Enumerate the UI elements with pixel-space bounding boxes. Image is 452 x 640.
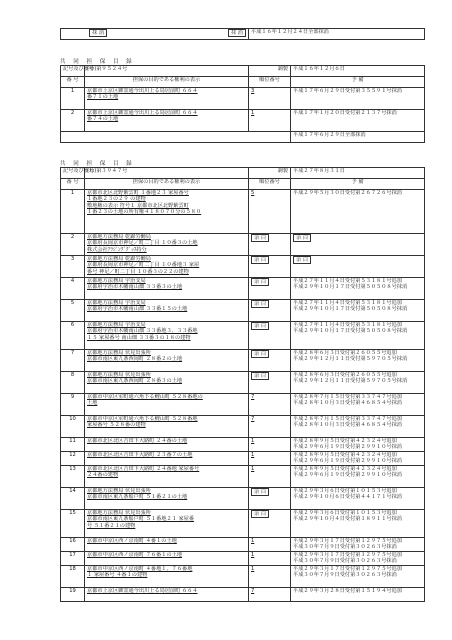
- row-desc-line: 株式会社ｱﾗｼﾞﾝｸﾞｸﾞｯｽ持分: [87, 246, 147, 253]
- row-no: 1: [61, 88, 85, 110]
- row-desc: [85, 372, 249, 394]
- table-row: [61, 278, 425, 300]
- table-row: [61, 300, 425, 322]
- row-desc-line: 京都市中京区室町通六角下る鯉山町 ５２８番地: [87, 416, 198, 422]
- row-desc-line: １５ 家屋番号 南山畑 ３３番３の１８の建物: [87, 334, 191, 341]
- row-pre-line: 平成２９年６月１９日受付第２９９１０号抹消: [293, 444, 402, 451]
- cancel-box-mid: 抹 消: [228, 29, 246, 37]
- row-pre-line: 平成２９年１２月１１日受付第５９７０５号抹消: [293, 356, 408, 363]
- row-pre: 平成１７年６月２９日受付第３５５９１号抹消: [291, 88, 425, 110]
- row-pre: [291, 256, 425, 278]
- row-rank: [249, 552, 291, 566]
- row-no: 17: [61, 552, 85, 566]
- row-pre-line: [293, 234, 422, 242]
- row-desc: 京都市上京区御霊通今出川上る鳥居前町 ６６４ 番７１の土地: [85, 88, 249, 110]
- table-row: [61, 510, 425, 538]
- row-rank-value: 余 白: [251, 322, 269, 330]
- row-desc-line: 京都市北区北野紫雲町 １番地２３ 家屋番号: [87, 190, 189, 196]
- row-pre-line: 平成２８年７月１５日受付第３３７４７号追加: [293, 394, 402, 400]
- row-desc: [85, 394, 249, 416]
- row-pre-line: 平成３０年７月９日受付第３０２６３号抹消: [293, 558, 397, 565]
- s2-symbol-label: 記号及び番号: [61, 168, 85, 179]
- row-no: 2: [61, 234, 85, 256]
- table-row: [61, 350, 425, 372]
- row-pre-line: 平成２８年９月５日受付第４２３２４号追加: [293, 466, 397, 472]
- row-pre: [291, 488, 425, 510]
- row-desc-line: 京都市南区東九条船戸町 ５１番地２１ 家屋番: [87, 516, 195, 523]
- table-row: [61, 538, 425, 552]
- row-desc-line: 京都市中京区西ノ京南町 ７６番１の土地: [87, 552, 183, 558]
- row-rank-value: 余 白: [251, 350, 269, 358]
- row-desc-line: 号 ５１番２１の建物: [87, 522, 136, 529]
- row-no: 11: [61, 438, 85, 452]
- row-pre-line: 平成２９年３月１７日受付第１２９７５号追加: [293, 552, 402, 558]
- row-desc: 京都市上京区御霊通今出川上る鳥居前町 ６６４ 番７４の土地: [85, 110, 249, 132]
- row-pre-line: 平成２９年１０月４日受付第１８９１１号抹消: [293, 516, 402, 523]
- row-no: 14: [61, 488, 85, 510]
- row-desc-line: 京都府長岡京市神足／町二丁目 １０番３の土地: [87, 240, 198, 247]
- row-desc-line: 京都地方法務局 伏見出張所: [87, 510, 151, 516]
- row-no: 2: [61, 110, 85, 132]
- row-pre-line: 平成２９年３月１７日受付第１２９７５号追加: [293, 538, 402, 544]
- row-desc-line: 京都府宇治市木幡南山畑 ３３番１５の土地: [87, 306, 188, 313]
- row-rank-value: 5: [251, 190, 255, 196]
- row-desc: [85, 466, 249, 488]
- row-rank-value: 7: [251, 588, 255, 594]
- row-rank: [249, 538, 291, 552]
- s2-adj-label: 調製: [249, 168, 291, 179]
- row-pre-line: 平成２９年１０月１７日受付第５０５０８号抹消: [293, 284, 408, 291]
- top-strip: [60, 28, 425, 40]
- s1-footer: 平成１７年６月２９日全部抹消: [291, 132, 425, 143]
- row-no: 5: [61, 300, 85, 322]
- row-pre-line: 平成２８年１０月３日受付第４６８５４号抹消: [293, 422, 402, 429]
- row-desc-line: 京都市北区北区吉田下大路町 ２４番地 家屋番号: [87, 466, 200, 472]
- table-row: [61, 566, 425, 588]
- row-desc: [85, 234, 249, 256]
- row-desc: [85, 350, 249, 372]
- row-pre-line: [293, 256, 422, 264]
- row-rank: [249, 438, 291, 452]
- row-rank-value: 1: [251, 552, 255, 558]
- row-desc: [85, 278, 249, 300]
- row-desc-line: 京都府長岡京市神足／町二丁目 １０番地３ 家屋: [87, 262, 200, 269]
- row-pre: [291, 466, 425, 488]
- s1-col-desc: 担保の目的である権利の表示: [85, 77, 249, 88]
- section2-table: [60, 167, 425, 602]
- row-rank: [249, 452, 291, 466]
- row-desc-line: １番地２３の２９ の建物: [87, 196, 146, 203]
- section1-table: [60, 65, 425, 143]
- row-rank-value: 1: [251, 538, 255, 544]
- table-row: [61, 488, 425, 510]
- table-row: [61, 190, 425, 234]
- row-rank-value: 余 白: [251, 234, 269, 242]
- table-row: [61, 110, 425, 132]
- row-desc-line: 京都地方法務局 乾錦労働局: [87, 234, 151, 240]
- table-row: [61, 416, 425, 438]
- row-desc-line: 京都市南区東九条西岡町 ２８番３の土地: [87, 378, 183, 385]
- row-desc-line: 京都市中京区西ノ京南町 ４番地１、７６番地: [87, 566, 193, 572]
- row-desc-line: 京都地方法務局 伏見出張所: [87, 350, 151, 356]
- row-pre-line: 平成２７年１１月４日受付第５３１８１号追加: [293, 322, 402, 328]
- row-rank-value: 7: [251, 416, 255, 422]
- row-rank: 1: [249, 110, 291, 132]
- row-pre: [291, 372, 425, 394]
- table-row: [61, 256, 425, 278]
- row-desc-line: 京都府宇治市木幡南山畑 ３３番３の土地: [87, 284, 183, 291]
- row-desc-line: 京都府宇治市木幡南山畑 ３３番地３、３３番地: [87, 328, 198, 335]
- s1-adj-label: 調製: [249, 66, 291, 77]
- row-pre-line: 平成２９年５月３０日受付第２６７２６号抹消: [293, 190, 402, 196]
- row-rank-value: 余 白: [251, 278, 269, 286]
- row-rank: [249, 256, 291, 278]
- row-rank-value: 余 白: [251, 256, 269, 264]
- row-rank: [249, 350, 291, 372]
- row-pre-line: 平成２９年１０月１７日受付第５０５０８号抹消: [293, 328, 408, 335]
- table-row: [61, 322, 425, 350]
- row-no: 10: [61, 416, 85, 438]
- row-no: 12: [61, 452, 85, 466]
- table-row: [61, 394, 425, 416]
- row-desc-line: ２４番の建物: [87, 472, 119, 479]
- s2-symbol-value: (ね)第３９４７号: [85, 168, 249, 179]
- row-rank: [249, 510, 291, 538]
- blank-box: 余 白: [293, 234, 311, 242]
- row-pre: [291, 394, 425, 416]
- row-pre: [291, 452, 425, 466]
- row-desc: [85, 552, 249, 566]
- row-pre: 平成１７年１月２０日受付第２１３７号抹消: [291, 110, 425, 132]
- row-desc: [85, 438, 249, 452]
- row-desc: [85, 300, 249, 322]
- s1-col-rank: 順位番号: [249, 77, 291, 88]
- s1-symbol-label: 記号及び番号: [61, 66, 85, 77]
- s1-adj-value: 平成１６年１２月６日: [291, 66, 425, 77]
- row-pre-line: 平成２８年９月５日受付第４２３２４号追加: [293, 452, 397, 458]
- row-pre-line: 平成２８年１０月３日受付第４６８５４号抹消: [293, 400, 402, 407]
- row-no: 7: [61, 350, 85, 372]
- row-rank-value: 1: [251, 566, 255, 572]
- row-no: 1: [61, 190, 85, 234]
- row-rank-value: 余 白: [251, 488, 269, 496]
- row-no: 16: [61, 538, 85, 552]
- s2-col-desc: 担保の目的である権利の表示: [85, 179, 249, 190]
- row-desc-line: １番２３の土地の所有権４１８０７０分の５８０: [87, 209, 202, 216]
- row-pre: [291, 552, 425, 566]
- row-pre: [291, 566, 425, 588]
- row-desc-line: 番号 神足／町二丁目 １０番３の２２の建物: [87, 268, 189, 275]
- row-rank: [249, 566, 291, 588]
- row-pre: [291, 300, 425, 322]
- row-desc-line: 敷地権の表示 符号１ 京都市北区北野紫雲町: [87, 202, 189, 209]
- row-desc-line: １ 家屋番号 ４番１の建物: [87, 572, 148, 579]
- row-desc-line: 京都市南区東九条西岡町 ２８番２の土地: [87, 356, 183, 363]
- section2-title: 共 同 担 保 目 録: [60, 161, 135, 167]
- row-no: 3: [61, 256, 85, 278]
- row-pre: [291, 278, 425, 300]
- row-desc-line: 京都地方法務局 宇治支局: [87, 322, 146, 328]
- row-pre: [291, 416, 425, 438]
- row-pre-line: 平成２９年１２月１１日受付第５９７０５号抹消: [293, 378, 408, 385]
- row-pre-line: 平成２９年６月１９日受付第２９９１０号抹消: [293, 472, 402, 479]
- row-pre-line: 平成２９年３月６日受付第１０１５３号追加: [293, 510, 397, 516]
- row-desc-line: 京都市北区北区吉田下大路町 ２４番の土地: [87, 438, 188, 444]
- blank-box: 余 白: [293, 256, 311, 264]
- row-pre-line: 平成２７年１１月４日受付第５３１８１号追加: [293, 278, 402, 284]
- row-rank: [249, 488, 291, 510]
- row-pre-line: 平成２８年７月１５日受付第３３７４７号追加: [293, 416, 402, 422]
- row-no: 18: [61, 566, 85, 588]
- row-no: 13: [61, 466, 85, 488]
- row-pre-line: 平成３０年７月９日受付第３０２６３号抹消: [293, 544, 397, 551]
- row-desc: [85, 256, 249, 278]
- row-no: 19: [61, 588, 85, 602]
- row-rank-value: 余 白: [251, 510, 269, 518]
- row-no: 9: [61, 394, 85, 416]
- row-desc-line: 家屋番号 ５２８番の建物: [87, 422, 146, 429]
- row-pre-line: 平成２９年１０月６日受付第４４１７１号抹消: [293, 494, 402, 501]
- s2-adj-value: 平成２７年８月３１日: [291, 168, 425, 179]
- row-desc: [85, 452, 249, 466]
- row-desc: [85, 190, 249, 234]
- row-pre: [291, 510, 425, 538]
- row-rank: [249, 588, 291, 602]
- s1-col-no: 番 号: [61, 77, 85, 88]
- row-pre-line: 平成２９年３月６日受付第１０１５３号追加: [293, 488, 397, 494]
- row-no: 15: [61, 510, 85, 538]
- s2-col-no: 番 号: [61, 179, 85, 190]
- table-row: [61, 438, 425, 452]
- s1-col-pre: 予 備: [291, 77, 425, 88]
- row-pre: [291, 322, 425, 350]
- section1-title: 共 同 担 保 目 録: [60, 59, 135, 65]
- s1-symbol-value: (ゆ)第９５２４号: [85, 66, 249, 77]
- row-no: 6: [61, 322, 85, 350]
- row-rank-value: 余 白: [251, 372, 269, 380]
- row-desc-line: 土地: [87, 400, 98, 407]
- table-row: [61, 234, 425, 256]
- row-rank: [249, 372, 291, 394]
- row-rank: 3: [249, 88, 291, 110]
- row-desc-line: 京都市北区北区吉田下大路町 ２３番７の土地: [87, 452, 193, 458]
- row-desc: [85, 416, 249, 438]
- top-cancel-text: 平成１６年１２月２４日全部抹消: [249, 29, 425, 40]
- row-pre-line: 平成２８年６月３日受付第２６０５５号追加: [293, 372, 397, 378]
- row-pre-line: 平成２９年６月１９日受付第２９９１０号抹消: [293, 458, 402, 465]
- row-desc: [85, 566, 249, 588]
- row-desc-line: 京都市上京区御霊通今出川上る鳥居前町 ６６４: [87, 588, 198, 594]
- row-pre: [291, 350, 425, 372]
- row-pre: [291, 538, 425, 552]
- row-desc: [85, 510, 249, 538]
- row-desc-line: 京都市南区東九条船戸町 ５１番２１の土地: [87, 494, 188, 501]
- row-rank-value: 7: [251, 394, 255, 400]
- row-desc-line: 京都地方法務局 伏見出張所: [87, 488, 151, 494]
- table-row: [61, 88, 425, 110]
- row-pre: [291, 588, 425, 602]
- row-pre: [291, 190, 425, 234]
- row-desc-line: 京都地方法務局 宇治支局: [87, 300, 146, 306]
- row-rank-value: 余 白: [251, 300, 269, 308]
- row-pre-line: 平成２８年６月３日受付第２６０５５号追加: [293, 350, 397, 356]
- row-pre-line: 平成２８年９月５日受付第４２３２４号追加: [293, 438, 397, 444]
- row-rank: [249, 234, 291, 256]
- row-rank: [249, 466, 291, 488]
- table-row: [61, 588, 425, 602]
- s2-col-pre: 予 備: [291, 179, 425, 190]
- row-desc: [85, 538, 249, 552]
- row-no: 4: [61, 278, 85, 300]
- row-desc-line: 京都地方法務局 乾錦労働局: [87, 256, 151, 262]
- row-rank: [249, 190, 291, 234]
- table-row: [61, 552, 425, 566]
- row-pre-line: 平成２７年１１月４日受付第５３１８１号追加: [293, 300, 402, 306]
- row-desc-line: 京都地方法務局 宇治支局: [87, 278, 146, 284]
- row-rank: [249, 278, 291, 300]
- row-rank-value: 1: [251, 452, 255, 458]
- row-desc: [85, 488, 249, 510]
- row-rank: [249, 322, 291, 350]
- row-rank: [249, 416, 291, 438]
- row-no: 8: [61, 372, 85, 394]
- table-row: [61, 452, 425, 466]
- table-row: [61, 372, 425, 394]
- row-pre-line: 平成２９年３月２８日受付第１５１９４号追加: [293, 588, 402, 594]
- cancel-box-left: 抹 消: [89, 29, 107, 37]
- row-pre-line: 平成３０年７月９日受付第３０２６３号抹消: [293, 572, 397, 579]
- row-rank: [249, 300, 291, 322]
- table-row: [61, 466, 425, 488]
- s2-col-rank: 順位番号: [249, 179, 291, 190]
- row-desc-line: 京都市中京区室町通六角下る鯉山町 ５２８番地の: [87, 394, 203, 400]
- row-pre: [291, 234, 425, 256]
- s2-rows: [61, 190, 425, 602]
- row-pre-line: 平成２９年３月１７日受付第１２９７５号追加: [293, 566, 402, 572]
- row-desc: [85, 322, 249, 350]
- row-rank-value: 1: [251, 466, 255, 472]
- row-pre: [291, 438, 425, 452]
- row-pre-line: 平成２９年１０月１７日受付第５０５０８号抹消: [293, 306, 408, 313]
- row-desc-line: 京都地方法務局 伏見出張所: [87, 372, 151, 378]
- row-rank-value: 1: [251, 438, 255, 444]
- row-rank: [249, 394, 291, 416]
- row-desc: [85, 588, 249, 602]
- row-desc-line: 京都市中京区西ノ京南町 ４番１の土地: [87, 538, 177, 544]
